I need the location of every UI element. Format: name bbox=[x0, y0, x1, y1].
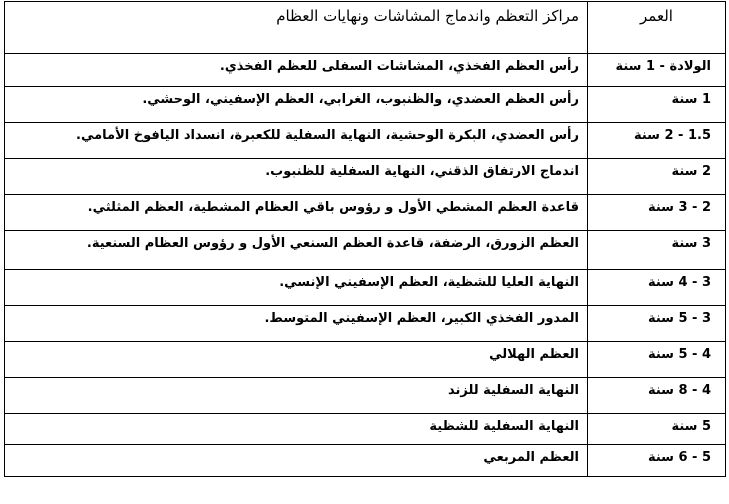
age-cell: 3 سنة bbox=[588, 231, 726, 270]
age-cell: 2 سنة bbox=[588, 159, 726, 195]
description-cell: رأس العضدي، البكرة الوحشية، النهاية السفلية للكعبرة، انسداد اليافوخ الأمامي. bbox=[5, 123, 588, 159]
description-cell: رأس العظم الفخذي، المشاشات السفلى للعظم الفخذي. bbox=[5, 54, 588, 87]
description-cell: اندماج الارتفاق الذقني، النهاية السفلية للظنبوب. bbox=[5, 159, 588, 195]
description-cell: النهاية السفلية للزند bbox=[5, 378, 588, 414]
age-cell: 1 سنة bbox=[588, 87, 726, 123]
description-cell: النهاية السفلية للشظية bbox=[5, 414, 588, 445]
table-row bbox=[5, 54, 726, 87]
table-row bbox=[5, 123, 726, 159]
age-cell: 3 - 5 سنة bbox=[588, 306, 726, 342]
age-cell: الولادة - 1 سنة bbox=[588, 54, 726, 87]
table-row bbox=[5, 195, 726, 231]
table-row bbox=[5, 270, 726, 306]
age-cell: 3 - 4 سنة bbox=[588, 270, 726, 306]
age-cell: 5 - 6 سنة bbox=[588, 445, 726, 477]
description-cell: العظم الهلالي bbox=[5, 342, 588, 378]
age-cell: 4 - 8 سنة bbox=[588, 378, 726, 414]
header-row bbox=[5, 2, 726, 54]
description-cell: العظم المربعي bbox=[5, 445, 588, 477]
table-row bbox=[5, 159, 726, 195]
description-cell: النهاية العليا للشظية، العظم الإسفيني الإنسي. bbox=[5, 270, 588, 306]
description-cell: المدور الفخذي الكبير، العظم الإسفيني المتوسط. bbox=[5, 306, 588, 342]
description-cell: رأس العظم العضدي، والظنبوب، الغرابي، العظم الإسفيني، الوحشي. bbox=[5, 87, 588, 123]
table-row bbox=[5, 342, 726, 378]
table-row bbox=[5, 231, 726, 270]
header-age: العمر bbox=[588, 2, 726, 54]
age-cell: 1.5 - 2 سنة bbox=[588, 123, 726, 159]
age-cell: 4 - 5 سنة bbox=[588, 342, 726, 378]
table-row bbox=[5, 414, 726, 445]
table-row bbox=[5, 378, 726, 414]
table-row bbox=[5, 306, 726, 342]
description-cell: العظم الزورق، الرضفة، قاعدة العظم السنعي الأول و رؤوس العظام السنعية. bbox=[5, 231, 588, 270]
ossification-table bbox=[4, 1, 726, 477]
table-row bbox=[5, 445, 726, 477]
age-cell: 5 سنة bbox=[588, 414, 726, 445]
age-cell: 2 - 3 سنة bbox=[588, 195, 726, 231]
table-row bbox=[5, 87, 726, 123]
header-description: مراكز التعظم واندماج المشاشات ونهايات العظام bbox=[5, 2, 588, 54]
description-cell: قاعدة العظم المشطي الأول و رؤوس باقي العظام المشطية، العظم المثلثي. bbox=[5, 195, 588, 231]
